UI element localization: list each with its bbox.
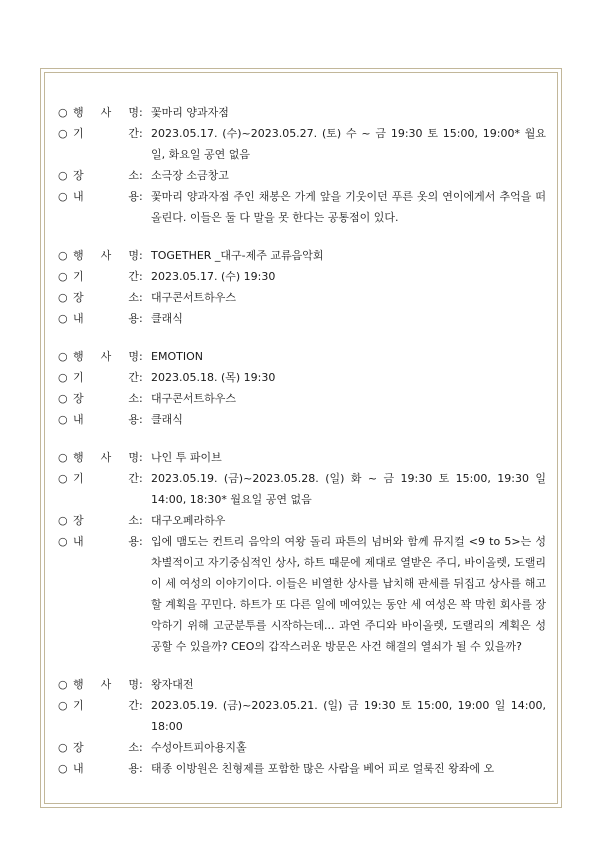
event-name-row: [58, 674, 546, 695]
field-label: [73, 346, 139, 367]
field-label: [73, 165, 139, 186]
circle-bullet-icon: ○: [58, 451, 68, 464]
field-label: [73, 409, 139, 430]
field-label-char: 사: [100, 451, 112, 464]
event-block: [58, 102, 546, 228]
field-label: [73, 531, 139, 657]
field-label-char: 용: [128, 762, 139, 775]
field-label-char: 기: [73, 127, 84, 140]
field-label-char: 기: [73, 472, 84, 485]
field-label-char: 소: [128, 741, 139, 754]
field-label-char: 소: [128, 291, 139, 304]
field-colon: :: [139, 291, 143, 304]
circle-bullet-icon: ○: [58, 312, 68, 325]
event-content-value: 입에 맴도는 컨트리 음악의 여왕 돌리 파튼의 넘버와 함께 뮤지컬 <9 to 5>는 성차별적이고 자기중심적인 상사, 하트 때문에 제대로 열받은 주디, 바이올렛, 도랠리 이 세 여성의 이야기이다. 이들은 비열한 상사를 납치해 판세를 뒤집고 상사를 해고할 계획을 꾸민다. 하트가 또 다른 일에 메여있는 동안 세 여성은 꽉 막힌 회사를 장악하기 위해 고군분투를 시작하는데... 과연 주디와 바이올렛, 도랠리의 계획은 성공할 수 있을까? CEO의 갑작스러운 방문은 사건 해결의 열쇠가 될 수 있을까?: [151, 535, 546, 653]
field-label-char: 장: [73, 741, 84, 754]
field-colon: :: [139, 106, 143, 119]
circle-bullet-icon: ○: [58, 678, 68, 691]
field-label-char: 용: [128, 190, 139, 203]
field-label-char: 내: [73, 535, 84, 548]
circle-bullet-icon: ○: [58, 190, 68, 203]
field-label: [73, 186, 139, 228]
field-label-char: 장: [73, 169, 84, 182]
event-period-row: [58, 695, 546, 737]
field-colon: :: [139, 190, 143, 203]
event-period-row: [58, 123, 546, 165]
field-label-char: 행: [73, 451, 84, 464]
event-content-value: 클래식: [151, 413, 183, 426]
field-label: [73, 758, 139, 779]
event-name-value: 꽃마리 양과자점: [151, 106, 229, 119]
field-label-char: 내: [73, 413, 84, 426]
field-label-char: 장: [73, 514, 84, 527]
field-label-char: 간: [128, 371, 139, 384]
field-label: [73, 447, 139, 468]
field-colon: :: [139, 514, 143, 527]
field-label-char: 명: [128, 350, 139, 363]
field-label-char: 행: [73, 249, 84, 262]
field-label-char: 명: [128, 451, 139, 464]
field-label-char: 사: [100, 350, 112, 363]
event-name-value: TOGETHER _대구-제주 교류음악회: [151, 249, 324, 262]
field-label: [73, 367, 139, 388]
field-label: [73, 695, 139, 737]
field-label-char: 용: [128, 535, 139, 548]
circle-bullet-icon: ○: [58, 106, 68, 119]
circle-bullet-icon: ○: [58, 249, 68, 262]
field-label-char: 기: [73, 270, 84, 283]
field-label-char: 명: [128, 106, 139, 119]
field-label-char: 명: [128, 249, 139, 262]
field-label: [73, 123, 139, 165]
field-colon: :: [139, 699, 143, 712]
event-period-value: 2023.05.17. (수)~2023.05.27. (토) 수 ~ 금 19:30 토 15:00, 19:00* 월요일, 화요일 공연 없음: [151, 127, 546, 161]
field-label-char: 장: [73, 392, 84, 405]
event-name-row: [58, 245, 546, 266]
field-label-char: 내: [73, 190, 84, 203]
event-place-row: [58, 388, 546, 409]
field-colon: :: [139, 127, 143, 140]
field-label-char: 간: [128, 270, 139, 283]
circle-bullet-icon: ○: [58, 472, 68, 485]
field-label-char: 간: [128, 472, 139, 485]
event-content-row: [58, 409, 546, 430]
circle-bullet-icon: ○: [58, 699, 68, 712]
event-place-value: 대구콘서트하우스: [151, 392, 237, 405]
field-label-char: 내: [73, 312, 84, 325]
event-name-row: [58, 102, 546, 123]
event-period-value: 2023.05.19. (금)~2023.05.21. (일) 금 19:30 토 15:00, 19:00 일 14:00, 18:00: [151, 699, 546, 733]
field-label: [73, 468, 139, 510]
event-period-value: 2023.05.19. (금)~2023.05.28. (일) 화 ~ 금 19:30 토 15:00, 19:30 일 14:00, 18:30* 월요일 공연 없음: [151, 472, 546, 506]
circle-bullet-icon: ○: [58, 535, 68, 548]
field-label-char: 행: [73, 350, 84, 363]
event-place-value: 소극장 소금창고: [151, 169, 229, 182]
event-period-row: [58, 468, 546, 510]
field-label-char: 행: [73, 678, 84, 691]
field-label-char: 기: [73, 371, 84, 384]
field-label: [73, 266, 139, 287]
event-name-value: EMOTION: [151, 350, 203, 363]
field-colon: :: [139, 249, 143, 262]
event-place-row: [58, 165, 546, 186]
event-place-value: 대구콘서트하우스: [151, 291, 237, 304]
event-period-row: [58, 266, 546, 287]
field-label: [73, 510, 139, 531]
field-label: [73, 287, 139, 308]
circle-bullet-icon: ○: [58, 413, 68, 426]
field-label: [73, 102, 139, 123]
field-colon: :: [139, 741, 143, 754]
event-block: [58, 346, 546, 430]
circle-bullet-icon: ○: [58, 741, 68, 754]
event-content-row: [58, 531, 546, 657]
field-label-char: 장: [73, 291, 84, 304]
field-label-char: 용: [128, 413, 139, 426]
field-colon: :: [139, 169, 143, 182]
field-label-char: 사: [100, 678, 112, 691]
field-label-char: 내: [73, 762, 84, 775]
field-label: [73, 245, 139, 266]
event-block: [58, 245, 546, 329]
field-colon: :: [139, 678, 143, 691]
event-listing: [58, 102, 546, 796]
field-label-char: 기: [73, 699, 84, 712]
field-colon: :: [139, 413, 143, 426]
event-content-value: 클래식: [151, 312, 183, 325]
event-block: [58, 674, 546, 779]
circle-bullet-icon: ○: [58, 127, 68, 140]
field-label-char: 소: [128, 514, 139, 527]
field-label-char: 간: [128, 127, 139, 140]
event-period-value: 2023.05.18. (목) 19:30: [151, 371, 276, 384]
field-label: [73, 737, 139, 758]
event-block: [58, 447, 546, 657]
field-label: [73, 388, 139, 409]
field-colon: :: [139, 535, 143, 548]
field-colon: :: [139, 270, 143, 283]
field-label-char: 간: [128, 699, 139, 712]
event-name-value: 나인 투 파이브: [151, 451, 222, 464]
field-label-char: 소: [128, 392, 139, 405]
circle-bullet-icon: ○: [58, 270, 68, 283]
circle-bullet-icon: ○: [58, 169, 68, 182]
event-content-row: [58, 758, 546, 779]
event-place-row: [58, 510, 546, 531]
field-label-char: 행: [73, 106, 84, 119]
circle-bullet-icon: ○: [58, 350, 68, 363]
field-colon: :: [139, 472, 143, 485]
field-colon: :: [139, 392, 143, 405]
field-label-char: 소: [128, 169, 139, 182]
event-name-row: [58, 346, 546, 367]
circle-bullet-icon: ○: [58, 762, 68, 775]
event-content-value: 꽃마리 양과자점 주인 채봉은 가게 앞을 기웃이던 푸른 옷의 연이에게서 추억을 떠올린다. 이들은 둘 다 말을 못 한다는 공통점이 있다.: [151, 190, 546, 224]
field-colon: :: [139, 350, 143, 363]
field-label-char: 사: [100, 249, 112, 262]
event-content-row: [58, 186, 546, 228]
event-period-row: [58, 367, 546, 388]
event-name-row: [58, 447, 546, 468]
circle-bullet-icon: ○: [58, 514, 68, 527]
circle-bullet-icon: ○: [58, 371, 68, 384]
field-label-char: 용: [128, 312, 139, 325]
event-content-value: 태종 이방원은 친형제를 포함한 많은 사람을 베어 피로 얼룩진 왕좌에 오: [151, 762, 495, 775]
event-name-value: 왕자대전: [151, 678, 194, 691]
field-colon: :: [139, 451, 143, 464]
event-place-value: 대구오페라하우: [151, 514, 226, 527]
field-colon: :: [139, 762, 143, 775]
circle-bullet-icon: ○: [58, 291, 68, 304]
circle-bullet-icon: ○: [58, 392, 68, 405]
field-colon: :: [139, 312, 143, 325]
event-content-row: [58, 308, 546, 329]
event-period-value: 2023.05.17. (수) 19:30: [151, 270, 276, 283]
field-label: [73, 674, 139, 695]
event-place-row: [58, 287, 546, 308]
field-label-char: 명: [128, 678, 139, 691]
event-place-value: 수성아트피아용지홀: [151, 741, 247, 754]
field-colon: :: [139, 371, 143, 384]
field-label: [73, 308, 139, 329]
field-label-char: 사: [100, 106, 112, 119]
event-place-row: [58, 737, 546, 758]
